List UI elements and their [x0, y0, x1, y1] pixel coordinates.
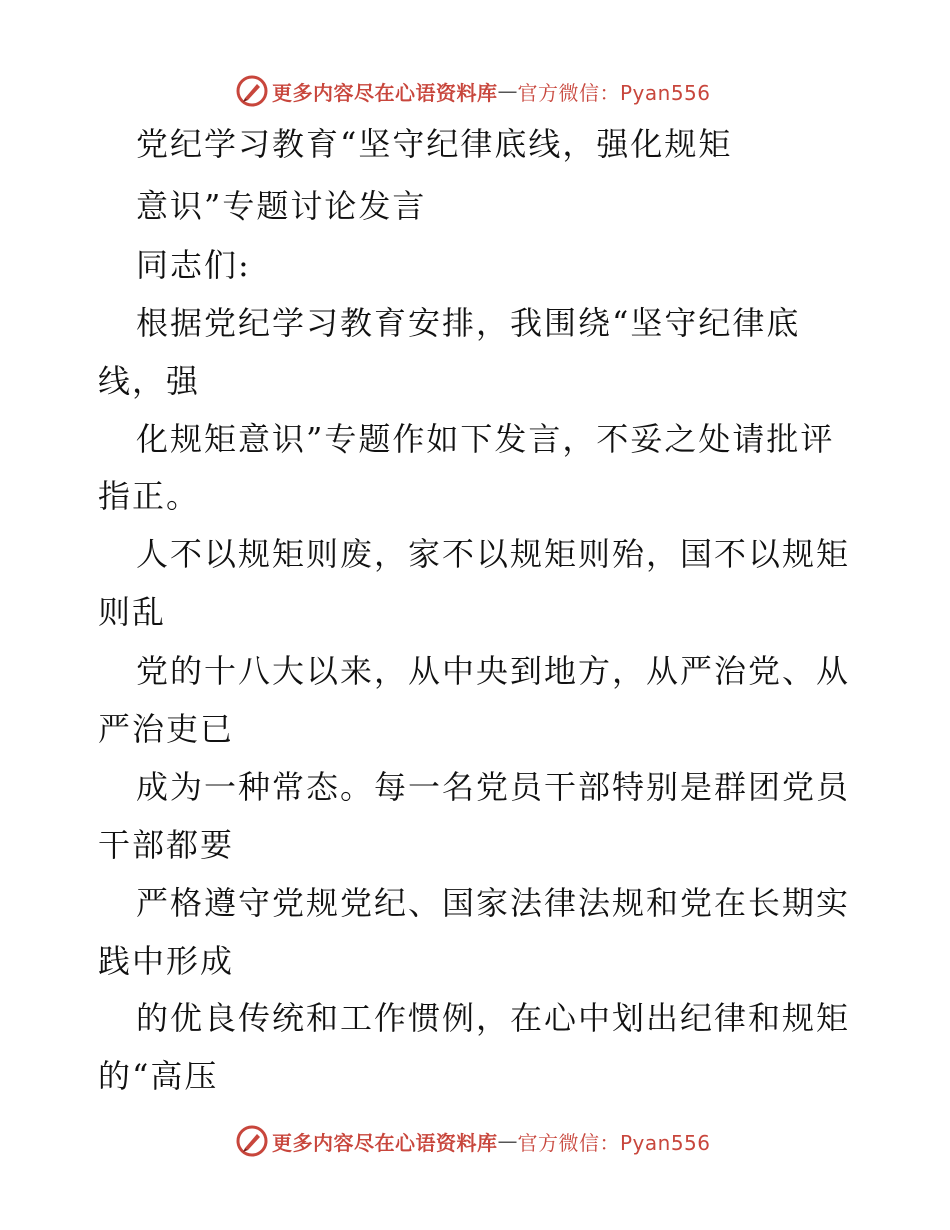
quill-logo-icon	[236, 1125, 268, 1157]
paragraph-line: 干部都要	[98, 826, 235, 864]
paragraph-line: 根据党纪学习教育安排，我围绕“坚守纪律底	[136, 304, 801, 342]
paragraph-line: 的“高压	[98, 1057, 219, 1095]
paragraph-line: 践中形成	[98, 942, 235, 980]
paragraph-line: 指正。	[98, 477, 201, 515]
paragraph-line: 党的十八大以来，从中央到地方，从严治党、从	[136, 652, 851, 690]
paragraph-line: 化规矩意识”专题作如下发言，不妥之处请批评	[136, 420, 835, 458]
paragraph-line: 严格遵守党规党纪、国家法律法规和党在长期实	[136, 884, 851, 922]
watermark-main-text: 更多内容尽在心语资料库	[272, 1130, 498, 1155]
title-line-2: 意识”专题讨论发言	[136, 187, 427, 225]
paragraph-line: 成为一种常态。每一名党员干部特别是群团党员	[136, 768, 851, 806]
watermark-footer	[236, 1124, 711, 1158]
paragraph-line: 人不以规矩则废，家不以规矩则殆，国不以规矩	[136, 535, 851, 573]
watermark-main-text: 更多内容尽在心语资料库	[272, 80, 498, 105]
paragraph-line: 则乱	[98, 593, 167, 631]
watermark-tail-text: 官方微信：Pyan556	[517, 80, 711, 105]
watermark-separator: —	[497, 1129, 518, 1153]
watermark-tail-text: 官方微信：Pyan556	[517, 1130, 711, 1155]
paragraph-line: 严治吏已	[98, 710, 235, 748]
title-line-1: 党纪学习教育“坚守纪律底线，强化规矩	[136, 125, 733, 163]
salutation: 同志们:	[136, 246, 251, 284]
watermark-header	[236, 74, 711, 108]
paragraph-line: 的优良传统和工作惯例，在心中划出纪律和规矩	[136, 999, 851, 1037]
paragraph-line: 线，强	[98, 362, 201, 400]
quill-logo-icon	[236, 75, 268, 107]
watermark-separator: —	[497, 79, 518, 103]
